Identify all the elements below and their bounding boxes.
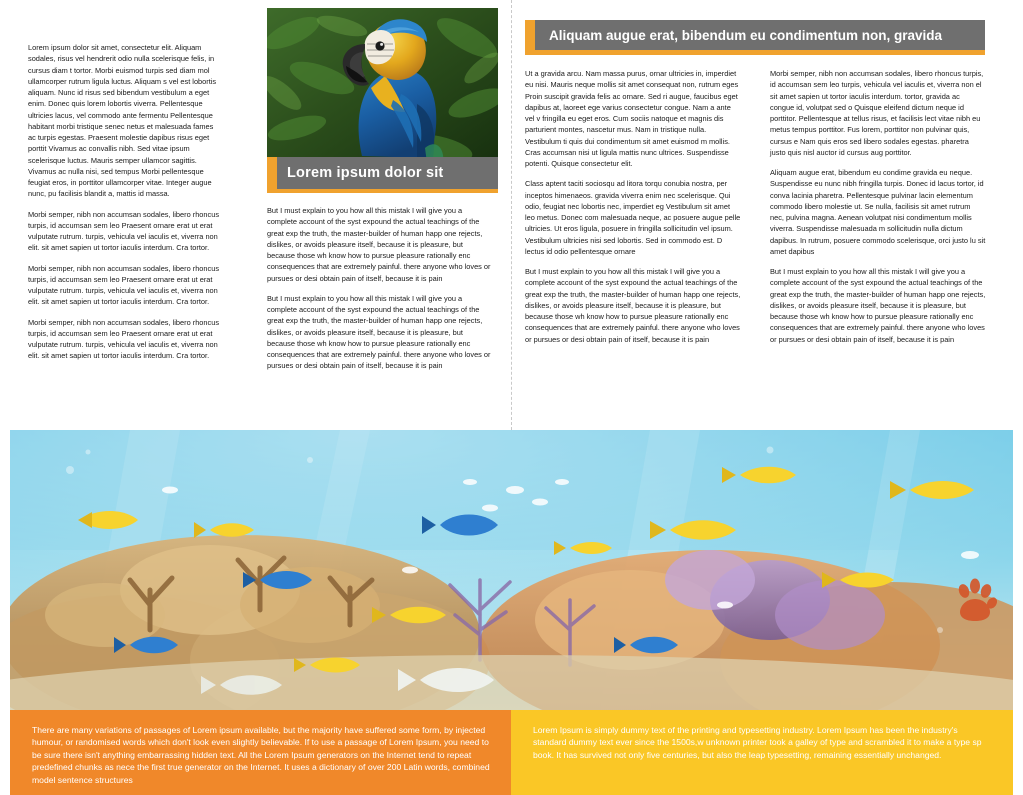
- paragraph: But I must explain to you how all this mistak I will give you a complete account of the syst expound the actual teachings of the great exp the truth, the master-builder of human happ one rejects, dislikes, or avoids pleasure itself, because it is pleasure, but because those wh know how to pursue pleasure rationally enc consequences that are extremely painful. there anyone who loves or pursues or desi obtain pain of itself, because it is pain: [525, 267, 741, 344]
- right-panel-column-two: [770, 68, 986, 354]
- parrot-image: [267, 8, 498, 163]
- middle-panel-text: [267, 205, 491, 381]
- right-panel-column-one: [525, 68, 741, 354]
- bottom-right-bar: [511, 710, 1013, 795]
- paragraph: Lorem ipsum dolor sit amet, consectetur elit. Aliquam sodales, risus vel hendrerit odio nulla scelerisque felis, in cursus diam t tortor. Morbi euismod turpis sed diam mol ullamcorper rutrum ligula luctus. Aliquam s vel est lobortis aliquam. Nunc id risus sed bibendum vestibulum a eget enim. Donec quis lorem lobortis viverra. Pellentesque ultricies lacus, vel commodo ante fermentu Pellentesque habitant morbi tristique senec netus et malesuada fames ac turpis egestas. Praesent molestie dapibus risus eget porttit Vivamus ac convallis nibh. Sed vitae ipsum scelerisque luctus. Mauris semper ullamcor sagittis. Vivamus ac nulla nisi, sed tempus Morbi pellentesque feugiat eros, in porttitor ullamcorper vitae. Integer augue nunc, pu facilisis blandit a, mattis id massa.: [28, 43, 217, 199]
- paragraph: But I must explain to you how all this mistak I will give you a complete account of the syst expound the actual teachings of the great exp the truth, the master-builder of human happ one rejects, dislikes, or avoids pleasure itself, because it is pleasure, but because those wh know how to pursue pleasure rationally enc consequences that are extremely painful. there anyone who loves or pursues or desi obtain pain of itself, because it is pain: [267, 293, 491, 371]
- paragraph: Morbi semper, nibh non accumsan sodales, libero rhoncus turpis, id accumsan sem leo Praesent ornare erat ut erat vulputate rutrum. turpis, vehicula vel iaculis et, viverra non elit. sit amet sapien ut tortor iaculis interdum. Cra tortor.: [28, 209, 220, 253]
- paragraph: But I must explain to you how all this mistak I will give you a complete account of the syst expound the actual teachings of the great exp the truth, the master-builder of human happ one rejects, dislikes, or avoids pleasure itself, because it is pleasure, but because those wh know how to pursue pleasure rationally enc consequences that are extremely painful. there anyone who loves or pursues or desi obtain pain of itself, because it is pain: [267, 206, 491, 283]
- bottom-right-text: Lorem Ipsum is simply dummy text of the printing and typesetting industry. Lorem Ipsum has been the industry's standard dummy text ever since the 1500s,w unknown printer took a galley of type and scrambled it to make a type sp book. It has survived not only five centuries, but also the leap typesetting, remaining essentially unchanged.: [533, 725, 982, 760]
- paragraph: Morbi semper, nibh non accumsan sodales, libero rhoncus turpis, id accumsan sem leo turpis, vehicula vel iaculis et, viverra non el sit amet sapien ut tortor iaculis interdum. tortor, gravida ac congue id, volutpat sed o Quisque eleifend dictum neque id porttitor. Pellentesque at tellus risus, et facilisis lect vitae nibh eu metus tempus porttitor. Fus lorem, porttitor non pulvinar quis, cursus e Nam quis eros sed libero sodales egestas. pharetra justo quis nisl auctor id cursus aug porttitor.: [770, 69, 984, 157]
- paragraph: Ut a gravida arcu. Nam massa purus, ornar ultricies in, imperdiet eu nisi. Mauris neque mollis sit amet consequat non, rutrum eges Proin suscipit gravida felis ac ornare. Sed ri augue, faucibus eget dapibus at, laoreet ege varius consectetur congue. Nam a ante vel v fringilla eu eget eros. Cum sociis natoque et magnis dis parturient montes, nascetur mus. Nam in tristique nulla. Vestibulum ti quis dui condimentum sit amet euismod m mollis. Cras accumsan nisi ut ligula mattis nunc ultrices. Suspendisse potenti. Quisque consectetur elit.: [525, 69, 739, 168]
- middle-panel-underline: [267, 189, 498, 193]
- left-panel-text: [28, 42, 220, 371]
- bottom-left-bar: [10, 710, 511, 795]
- middle-panel-title-bar: [267, 157, 498, 189]
- paragraph: Class aptent taciti sociosqu ad litora torqu conubia nostra, per inceptos himenaeos. gravida viverra enim nec scelerisque. Qui odio, feugiat nec lobortis nec, imperdiet eg Vestibulum sit amet leo metus. Donec com malesuada neque, ac posuere augue pelle ultricies. Ut eros ligula, posuere in fringilla sollicitudin vel ipsum. Vestibulum ultricies nisi sed lobortis. Sed in commodo est. D lectus id odio pellentesque ornare: [525, 179, 741, 256]
- bottom-left-text: There are many variations of passages of Lorem ipsum available, but the majority have suffered some form, by injected humour, or randomised words which don't look even slightly believable. If to use a passage of Lorem Ipsum, you need to be sure there isn't anything embarrassing hidden text. All the Lorem Ipsum generators on the Internet tend to repeat predefined chunks as nece the first true generator on the Internet. It uses a dictionary of over 200 Latin words, combined model sentence structures: [32, 725, 490, 785]
- right-panel-title: Aliquam augue erat, bibendum eu condimentum non, gravida: [549, 27, 943, 43]
- title-accent-block: [525, 20, 535, 50]
- paw-print-icon: [955, 578, 997, 624]
- paragraph: Morbi semper, nibh non accumsan sodales, libero rhoncus turpis, id accumsan sem leo Praesent ornare erat ut erat vulputate rutrum. turpis, vehicula vel iaculis et, viverra non elit. sit amet sapien ut tortor iaculis interdum. Cra tortor.: [28, 317, 220, 361]
- fold-line: [511, 0, 513, 430]
- middle-panel-title: Lorem ipsum dolor sit: [287, 165, 444, 181]
- right-panel-title-bar: [525, 20, 985, 50]
- paragraph: Aliquam augue erat, bibendum eu condime gravida eu neque. Suspendisse eu nunc nibh fringilla turpis. Donec id lacus tortor, id conva lacinia pharetra. Pellentesque pulvinar lacin elementum commodo libero molestie ut. Se nulla, facilisis sit amet rutrum nec, pulvina magna. Aenean volutpat nisi condimentum mollis viverra. Suspendisse malesuada m sollicitudin nulla dictum dapibus. In rutrum, posuere commodo scelerisque, orci justo lu sit amet dapibus: [770, 168, 986, 256]
- title-accent-block: [267, 157, 277, 189]
- right-panel-underline: [525, 50, 985, 55]
- paragraph: Morbi semper, nibh non accumsan sodales, libero rhoncus turpis, id accumsan sem leo Praesent ornare erat ut erat vulputate rutrum. turpis, vehicula vel iaculis et, viverra non elit. sit amet sapien ut tortor iaculis interdum. Cra tortor.: [28, 263, 220, 307]
- reef-image: [10, 430, 1013, 710]
- paragraph: But I must explain to you how all this mistak I will give you a complete account of the syst expound the actual teachings of the great exp the truth, the master-builder of human happ one rejects, dislikes, or avoids pleasure itself, because it is pleasure, but because those wh know how to pursue pleasure rationally enc consequences that are extremely painful. there anyone who loves or pursues or desi obtain pain of itself, because it is pain: [770, 267, 986, 344]
